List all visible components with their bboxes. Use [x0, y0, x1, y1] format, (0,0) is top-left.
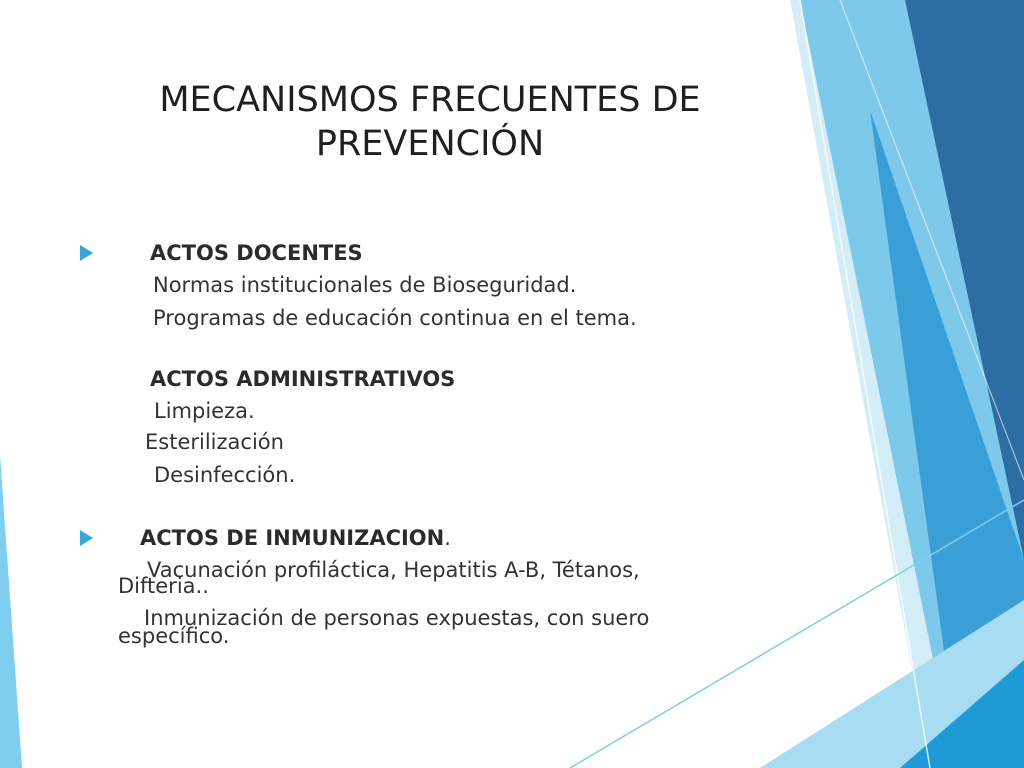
list-item: Normas institucionales de Bioseguridad. — [153, 273, 577, 297]
section-heading-administrativos: ACTOS ADMINISTRATIVOS — [150, 367, 456, 391]
section-heading-inmunizacion: ACTOS DE INMUNIZACION — [140, 526, 445, 550]
list-item-continuation: Difteria.. — [118, 574, 209, 598]
list-item: Esterilización — [145, 430, 284, 454]
list-item: Desinfección. — [154, 463, 296, 487]
list-item-continuation: específico. — [118, 624, 230, 648]
left-sliver-shape — [0, 455, 22, 768]
section-heading-inmunizacion-wrap — [140, 525, 451, 551]
list-item: Inmunización de personas expuestas, con suero — [144, 606, 650, 630]
title-line-2: PREVENCIÓN — [315, 124, 545, 164]
list-item: Programas de educación continua en el tema. — [153, 306, 637, 330]
list-item: Vacunación profiláctica, Hepatitis A-B, Tétanos, — [147, 558, 640, 582]
triangle-bullet-icon — [80, 245, 93, 261]
heading-period: . — [444, 526, 451, 550]
list-item: Limpieza. — [154, 399, 255, 423]
slide-title — [60, 78, 800, 166]
section-heading-docentes: ACTOS DOCENTES — [150, 241, 363, 265]
triangle-bullet-icon — [80, 530, 93, 546]
title-line-1: MECANISMOS FRECUENTES DE — [159, 80, 701, 120]
